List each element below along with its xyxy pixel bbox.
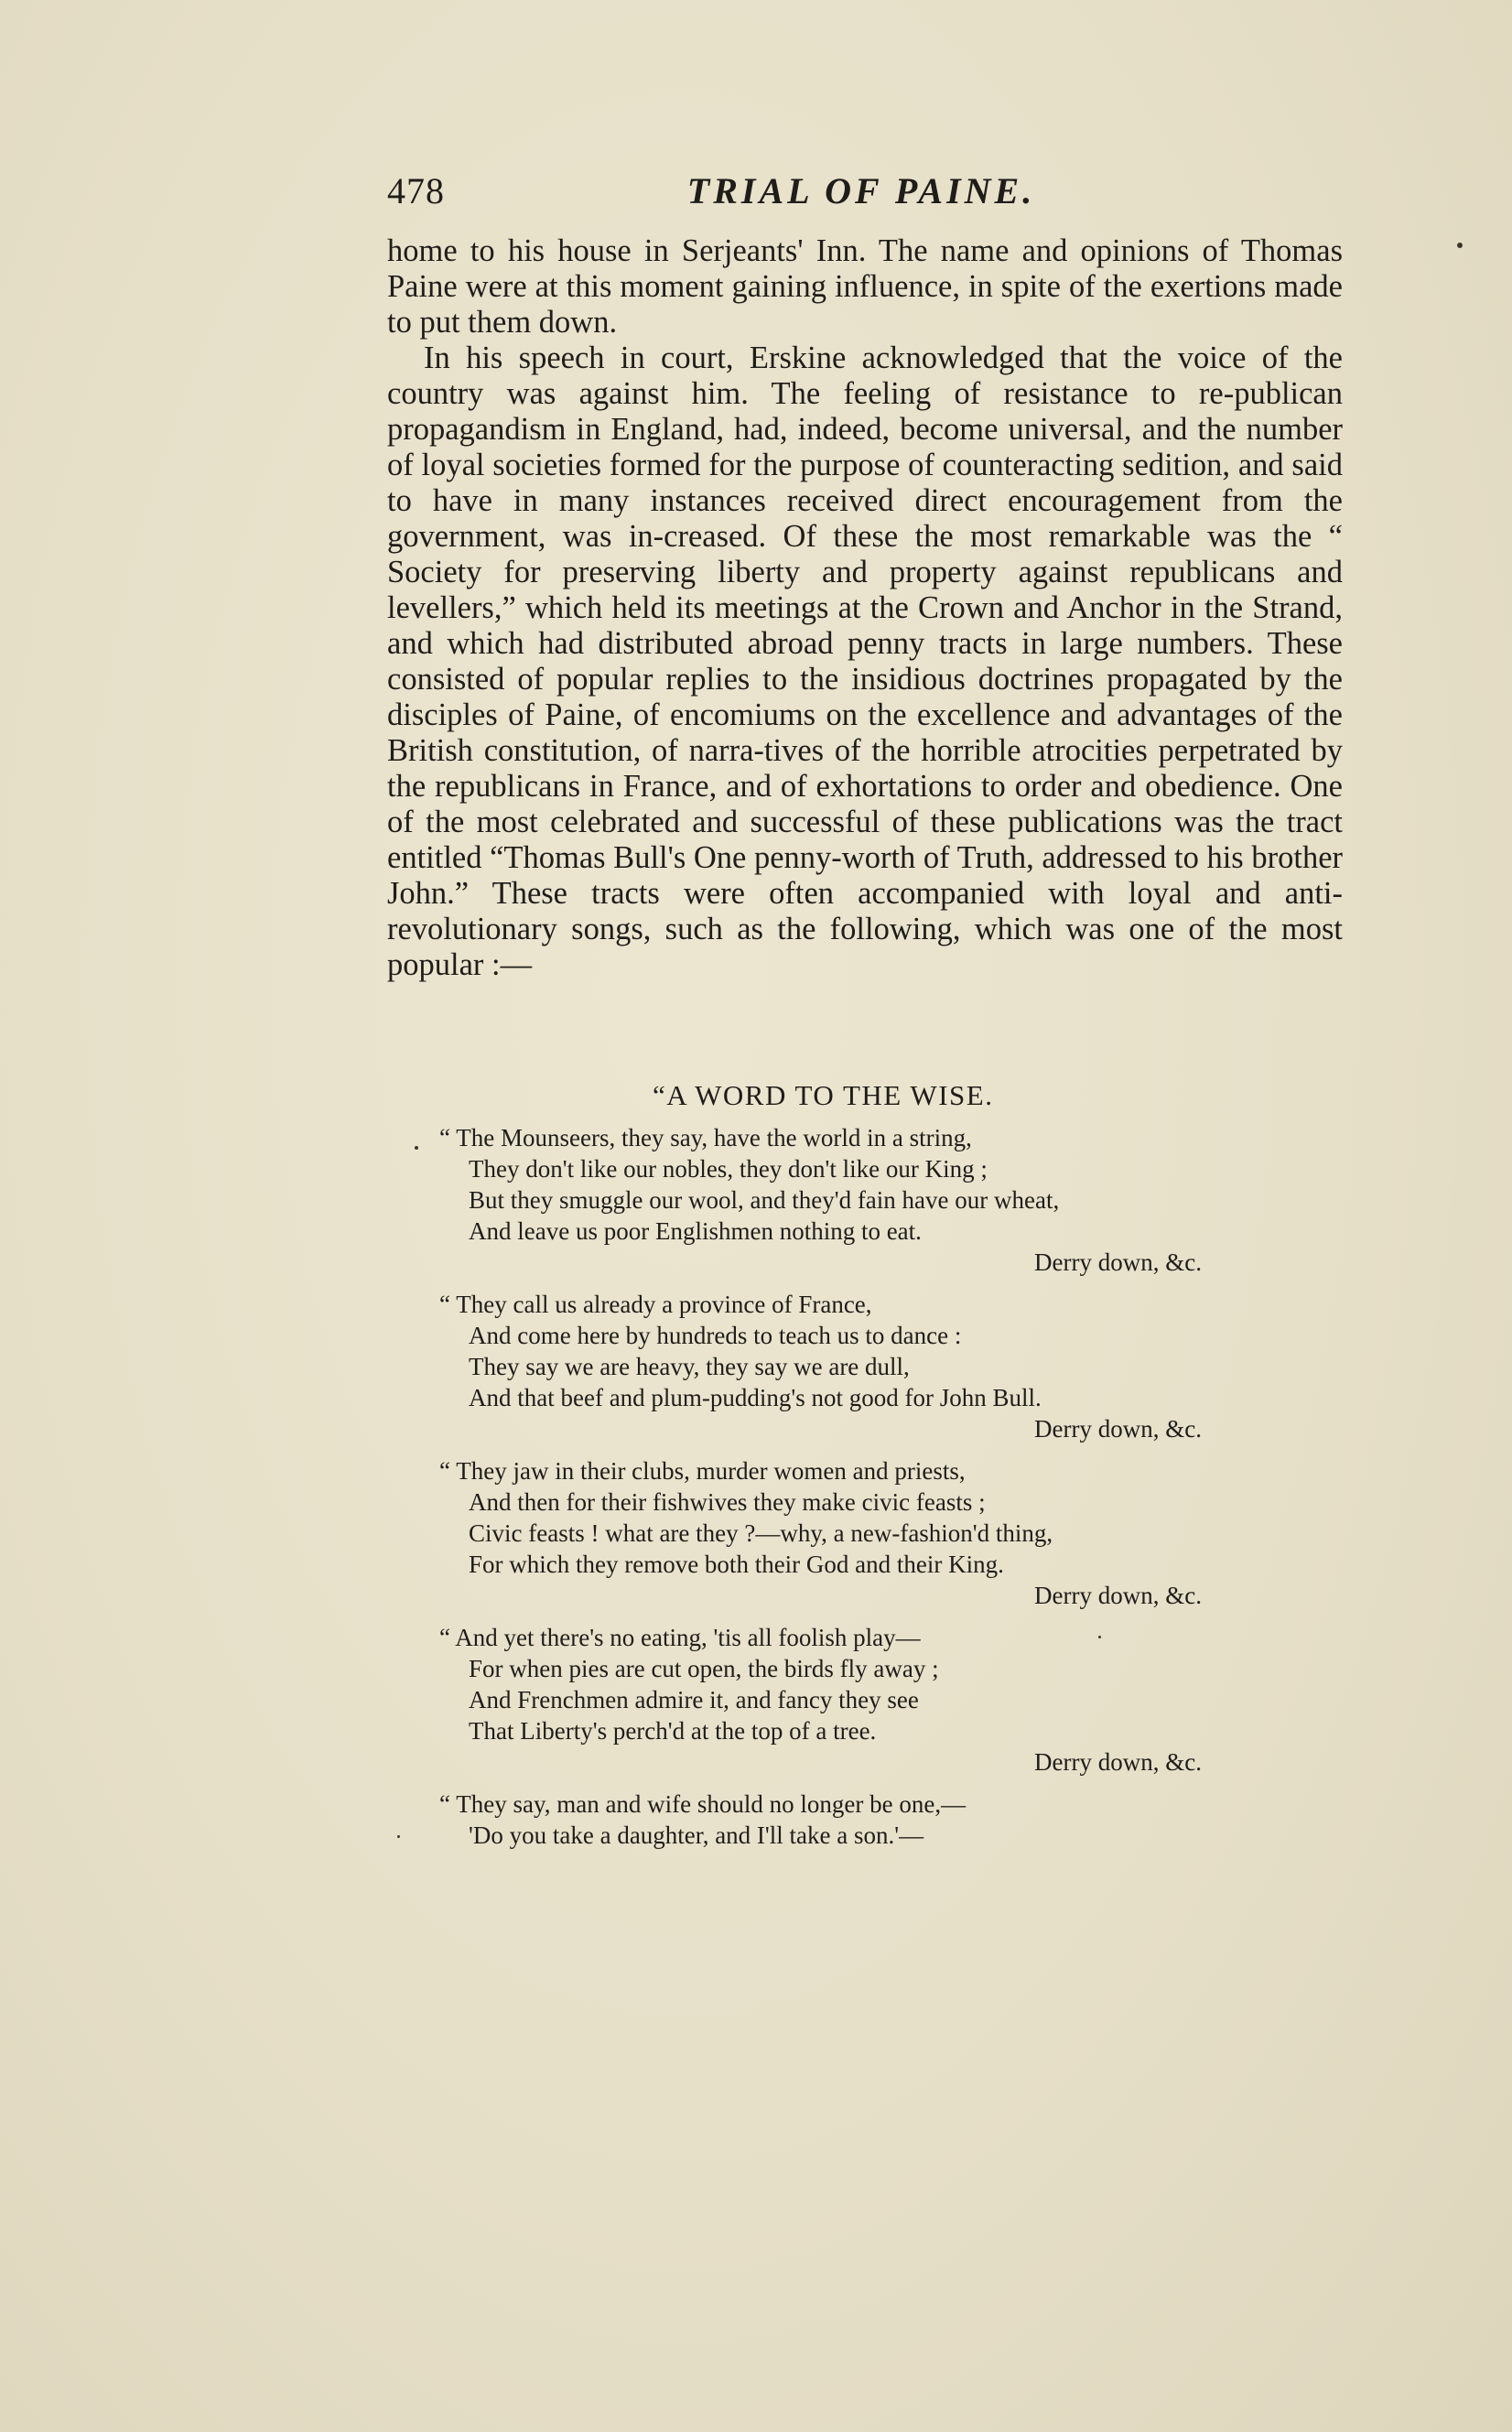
stanza-line: They don't like our nobles, they don't like our King ; xyxy=(469,1155,988,1183)
stanza-5 xyxy=(439,1789,1263,1851)
stanza-line: For which they remove both their God and their King. xyxy=(469,1551,1004,1578)
song-title: “A WORD TO THE WISE. xyxy=(653,1079,994,1111)
stanza-line: Civic feasts ! what are they ?—why, a new-fashion'd thing, xyxy=(469,1519,1053,1547)
ink-speck xyxy=(1457,243,1463,248)
stanza-refrain: Derry down, &c. xyxy=(1034,1582,1202,1609)
stanza-line: And then for their fishwives they make civic feasts ; xyxy=(469,1488,986,1516)
stanza-line: “ They jaw in their clubs, murder women and priests, xyxy=(439,1457,966,1485)
body-text xyxy=(387,233,1343,983)
stanza-refrain: Derry down, &c. xyxy=(1034,1248,1202,1276)
stanza-line: And Frenchmen admire it, and fancy they see xyxy=(469,1686,919,1713)
paragraph-continued: home to his house in Serjeants' Inn. The name and opinions of Thomas Paine were at this moment gaining influence, in spite of the exertions made to put them down. xyxy=(387,233,1343,340)
ink-speck xyxy=(1098,1636,1101,1638)
stanza-line: “ The Mounseers, they say, have the world in a string, xyxy=(439,1124,972,1151)
stanza-line: “ They call us already a province of France, xyxy=(439,1291,872,1318)
running-head xyxy=(387,169,1343,215)
stanza-3 xyxy=(439,1455,1263,1611)
stanza-line: They say we are heavy, they say we are dull, xyxy=(469,1353,910,1380)
stanza-refrain: Derry down, &c. xyxy=(1034,1415,1202,1443)
page-number: 478 xyxy=(387,170,445,211)
ink-speck xyxy=(397,1835,400,1838)
running-title: TRIAL OF PAINE. xyxy=(686,170,1036,211)
song-a-word-to-the-wise xyxy=(439,1080,1263,1862)
stanza-line: And that beef and plum-pudding's not good for John Bull. xyxy=(469,1384,1042,1411)
stanza-line: That Liberty's perch'd at the top of a tree. xyxy=(469,1717,877,1745)
stanza-line: “ They say, man and wife should no longer be one,— xyxy=(439,1790,967,1818)
stanza-refrain: Derry down, &c. xyxy=(1034,1748,1202,1776)
stanza-line: “ And yet there's no eating, 'tis all foolish play— xyxy=(439,1624,921,1651)
paragraph-erskine-speech: In his speech in court, Erskine acknowledged that the voice of the country was against him. The feeling of resistance to re-publican propagandism in England, had, indeed, become universal, and the number of loyal societies formed for the purpose of counteracting sedition, and said to have in many instances received direct encouragement from the government, was in-creased. Of these the most remarkable was the “ Society for preserving liberty and property against republicans and levellers,” which held its meetings at the Crown and Anchor in the Strand, and which had distributed abroad penny tracts in large numbers. These consisted of popular replies to the insidious doctrines propagated by the disciples of Paine, of encomiums on the excellence and advantages of the British constitution, of narra-tives of the horrible atrocities perpetrated by the republicans in France, and of exhortations to order and obedience. One of the most celebrated and successful of these publications was the tract entitled “Thomas Bull's One penny-worth of Truth, addressed to his brother John.” These tracts were often accompanied with loyal and anti-revolutionary songs, such as the following, which was one of the most popular :— xyxy=(387,340,1343,982)
stanza-line: 'Do you take a daughter, and I'll take a son.'— xyxy=(469,1821,924,1849)
stanza-2 xyxy=(439,1289,1263,1444)
stanza-line: And leave us poor Englishmen nothing to eat. xyxy=(469,1217,922,1245)
stanza-line: And come here by hundreds to teach us to dance : xyxy=(469,1322,962,1349)
stanza-line: But they smuggle our wool, and they'd fain have our wheat, xyxy=(469,1186,1060,1214)
stanza-4 xyxy=(439,1622,1263,1778)
ink-speck xyxy=(415,1146,418,1150)
stanza-1 xyxy=(439,1122,1263,1278)
stanza-line: For when pies are cut open, the birds fly away ; xyxy=(469,1655,939,1682)
